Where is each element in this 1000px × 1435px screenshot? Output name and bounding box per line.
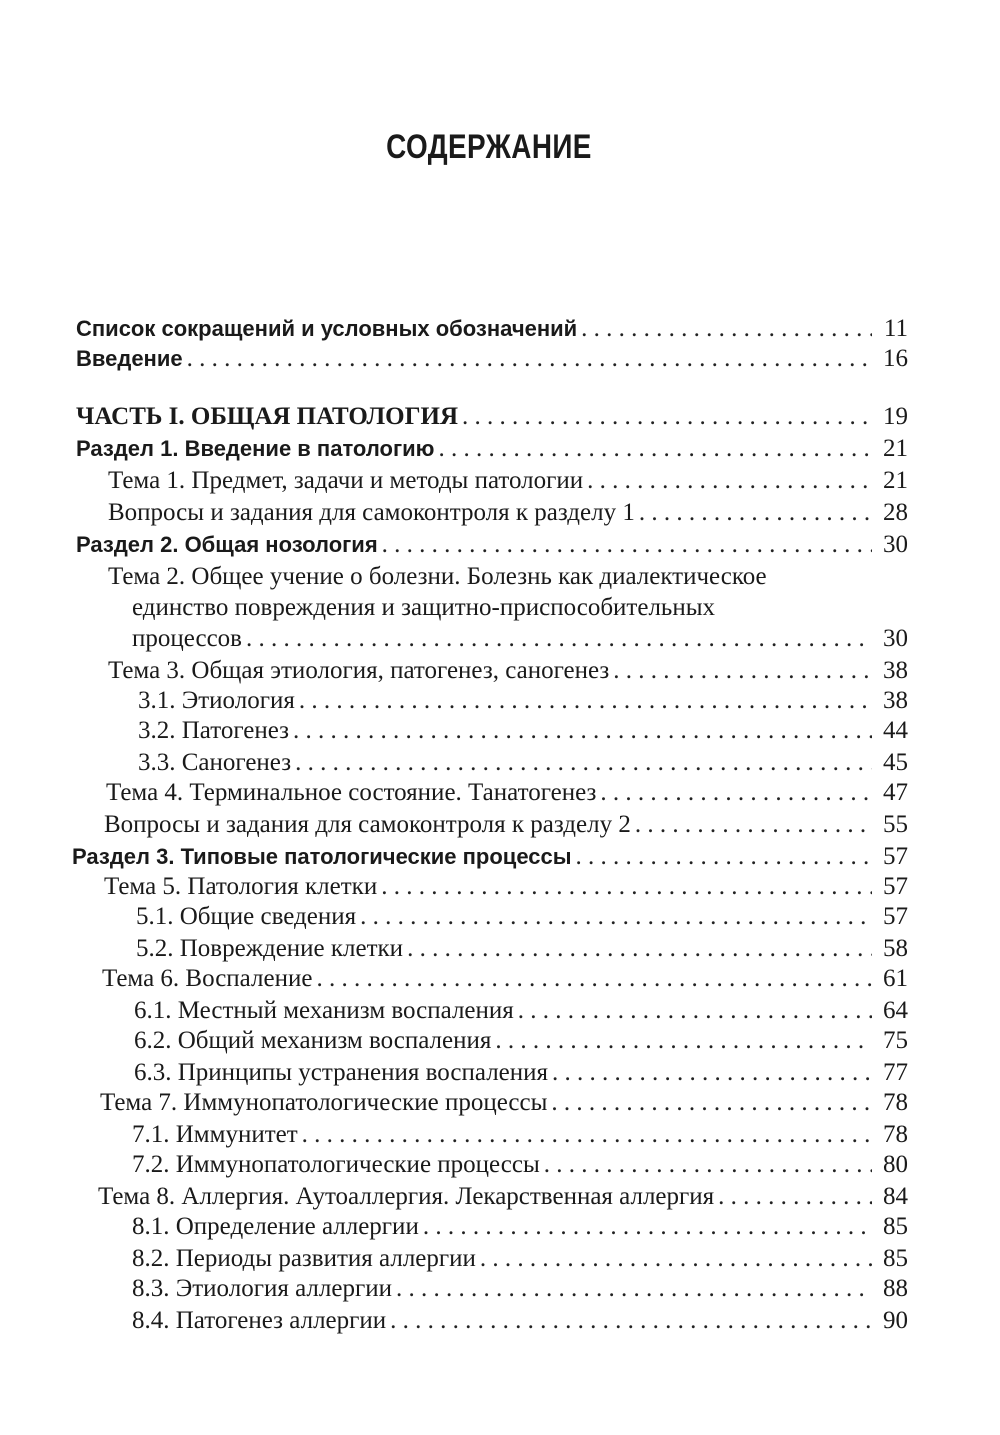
dot-leader: [635, 810, 872, 840]
toc-entry-label: 6.3. Принципы устранения воспаления: [134, 1059, 549, 1086]
toc-entry-page: 84: [883, 1183, 908, 1210]
dot-leader: [299, 686, 872, 716]
toc-entry-introduction[interactable]: [76, 344, 908, 374]
toc-entry-5-1[interactable]: [136, 902, 908, 932]
toc-entry-page: 85: [883, 1245, 908, 1272]
toc-entry-label: Тема 6. Воспаление: [102, 965, 313, 992]
toc-entry-part-1[interactable]: [76, 402, 908, 432]
toc-entry-label: 3.3. Саногенез: [138, 749, 292, 776]
dot-leader: [293, 716, 872, 746]
dot-leader: [581, 314, 872, 344]
toc-entry-page: 85: [883, 1213, 908, 1240]
toc-entry-topic-8[interactable]: [98, 1182, 908, 1212]
dot-leader: [518, 996, 872, 1026]
toc-entry-section-3[interactable]: [72, 842, 908, 872]
toc-entry-page: 28: [883, 499, 908, 526]
dot-leader: [423, 1212, 872, 1242]
toc-entry-8-1[interactable]: [132, 1212, 908, 1242]
toc-entry-page: 75: [883, 1027, 908, 1054]
toc-entry-label: ЧАСТЬ I. ОБЩАЯ ПАТОЛОГИЯ: [76, 403, 459, 430]
toc-entry-label: Тема 4. Терминальное состояние. Танатогенез: [106, 779, 597, 806]
toc-entry-label: Тема 5. Патология клетки: [104, 873, 378, 900]
toc-entry-page: 30: [883, 625, 908, 652]
toc-entry-page: 90: [883, 1307, 908, 1334]
toc-entry-topic-1[interactable]: [108, 466, 908, 496]
toc-entry-label: 8.2. Периоды развития аллергии: [132, 1245, 476, 1272]
toc-entry-label: Раздел 2. Общая нозология: [76, 532, 378, 557]
dot-leader: [639, 498, 872, 528]
toc-entry-label: Тема 7. Иммунопатологические процессы: [100, 1089, 548, 1116]
toc-entry-3-2[interactable]: [138, 716, 908, 746]
toc-entry-page: 21: [883, 435, 908, 462]
toc-entry-label: 8.4. Патогенез аллергии: [132, 1307, 387, 1334]
toc-entry-questions-2[interactable]: [104, 810, 908, 840]
dot-leader: [360, 902, 872, 932]
toc-entry-label: 3.1. Этиология: [138, 687, 295, 714]
toc-entry-label: 5.1. Общие сведения: [136, 903, 357, 930]
toc-entry-page: 88: [883, 1275, 908, 1302]
toc-entry-6-1[interactable]: [134, 996, 908, 1026]
toc-entry-topic-6[interactable]: [102, 964, 908, 994]
dot-leader: [551, 1088, 872, 1118]
dot-leader: [718, 1182, 872, 1212]
toc-entry-page: 38: [883, 657, 908, 684]
dot-leader: [600, 778, 872, 808]
dot-leader: [302, 1120, 872, 1150]
toc-entry-8-2[interactable]: [132, 1244, 908, 1274]
toc-entry-label: процессов: [132, 625, 242, 652]
toc-entry-label: Раздел 1. Введение в патологию: [76, 436, 435, 461]
toc-entry-topic-3[interactable]: [108, 656, 908, 686]
dot-leader: [187, 344, 872, 374]
toc-entry-topic-2-line1: Тема 2. Общее учение о болезни. Болезнь как диалектическое: [108, 563, 767, 590]
dot-leader: [407, 934, 872, 964]
toc-entry-8-4[interactable]: [132, 1306, 908, 1336]
dot-leader: [246, 624, 872, 654]
toc-entry-8-3[interactable]: [132, 1274, 908, 1304]
toc-entry-label: 8.3. Этиология аллергии: [132, 1275, 392, 1302]
toc-entry-page: 78: [883, 1089, 908, 1116]
dot-leader: [495, 1026, 872, 1056]
toc-entry-6-2[interactable]: [134, 1026, 908, 1056]
toc-entry-label: Тема 3. Общая этиология, патогенез, саногенез: [108, 657, 610, 684]
toc-entry-abbreviations[interactable]: [76, 314, 908, 344]
dot-leader: [295, 748, 872, 778]
dot-leader: [316, 964, 872, 994]
toc-entry-page: 78: [883, 1121, 908, 1148]
toc-entry-label: Введение: [76, 346, 183, 371]
toc-entry-page: 19: [883, 403, 908, 430]
toc-entry-page: 16: [883, 345, 908, 372]
dot-leader: [462, 402, 872, 432]
toc-entry-label: 6.2. Общий механизм воспаления: [134, 1027, 492, 1054]
toc-entry-page: 21: [883, 467, 908, 494]
toc-entry-label: 7.1. Иммунитет: [132, 1121, 298, 1148]
dot-leader: [382, 530, 872, 560]
toc-entry-page: 45: [883, 749, 908, 776]
toc-entry-label: Тема 1. Предмет, задачи и методы патологии: [108, 467, 584, 494]
toc-entry-page: 38: [883, 687, 908, 714]
toc-entry-label: Список сокращений и условных обозначений: [76, 316, 578, 341]
toc-entry-label: 8.1. Определение аллергии: [132, 1213, 419, 1240]
toc-entry-page: 55: [883, 811, 908, 838]
toc-entry-label: Раздел 3. Типовые патологические процессы: [72, 844, 572, 869]
toc-entry-topic-5[interactable]: [104, 872, 908, 902]
toc-entry-topic-2[interactable]: [132, 624, 908, 654]
toc-entry-topic-7[interactable]: [100, 1088, 908, 1118]
toc-entry-page: 30: [883, 531, 908, 558]
toc-entry-page: 57: [883, 843, 908, 870]
dot-leader: [390, 1306, 872, 1336]
page-title: СОДЕРЖАНИЕ: [386, 128, 592, 166]
toc-entry-label: 7.2. Иммунопатологические процессы: [132, 1151, 540, 1178]
toc-entry-label: 5.2. Повреждение клетки: [136, 935, 404, 962]
toc-entry-page: 61: [883, 965, 908, 992]
dot-leader: [576, 842, 872, 872]
toc-entry-questions-1[interactable]: [108, 498, 908, 528]
toc-entry-label: Вопросы и задания для самоконтроля к разделу 2: [104, 811, 631, 838]
dot-leader: [438, 434, 872, 464]
dot-leader: [381, 872, 872, 902]
toc-entry-label: 3.2. Патогенез: [138, 717, 290, 744]
toc-entry-section-1[interactable]: [76, 434, 908, 464]
toc-entry-page: 57: [883, 903, 908, 930]
toc-entry-label: Тема 8. Аллергия. Аутоаллергия. Лекарственная аллергия: [98, 1183, 715, 1210]
toc-entry-3-1[interactable]: [138, 686, 908, 716]
toc-entry-page: 47: [883, 779, 908, 806]
toc-entry-page: 80: [883, 1151, 908, 1178]
toc-entry-topic-2-line2: единство повреждения и защитно-приспособительных: [132, 594, 716, 621]
toc-entry-5-2[interactable]: [136, 934, 908, 964]
toc-entry-3-3[interactable]: [138, 748, 908, 778]
dot-leader: [613, 656, 872, 686]
toc-entry-7-2[interactable]: [132, 1150, 908, 1180]
toc-entry-page: 77: [883, 1059, 908, 1086]
toc-entry-label: 6.1. Местный механизм воспаления: [134, 997, 514, 1024]
toc-entry-topic-4[interactable]: [106, 778, 908, 808]
toc-entry-page: 11: [883, 315, 908, 342]
toc-entry-page: 57: [883, 873, 908, 900]
toc-entry-page: 44: [883, 717, 908, 744]
toc-entry-7-1[interactable]: [132, 1120, 908, 1150]
dot-leader: [552, 1058, 872, 1088]
dot-leader: [396, 1274, 872, 1304]
toc-entry-label: Вопросы и задания для самоконтроля к разделу 1: [108, 499, 635, 526]
dot-leader: [587, 466, 872, 496]
dot-leader: [544, 1150, 872, 1180]
toc-entry-6-3[interactable]: [134, 1058, 908, 1088]
dot-leader: [480, 1244, 872, 1274]
toc-entry-page: 64: [883, 997, 908, 1024]
toc-entry-page: 58: [883, 935, 908, 962]
toc-entry-section-2[interactable]: [76, 530, 908, 560]
